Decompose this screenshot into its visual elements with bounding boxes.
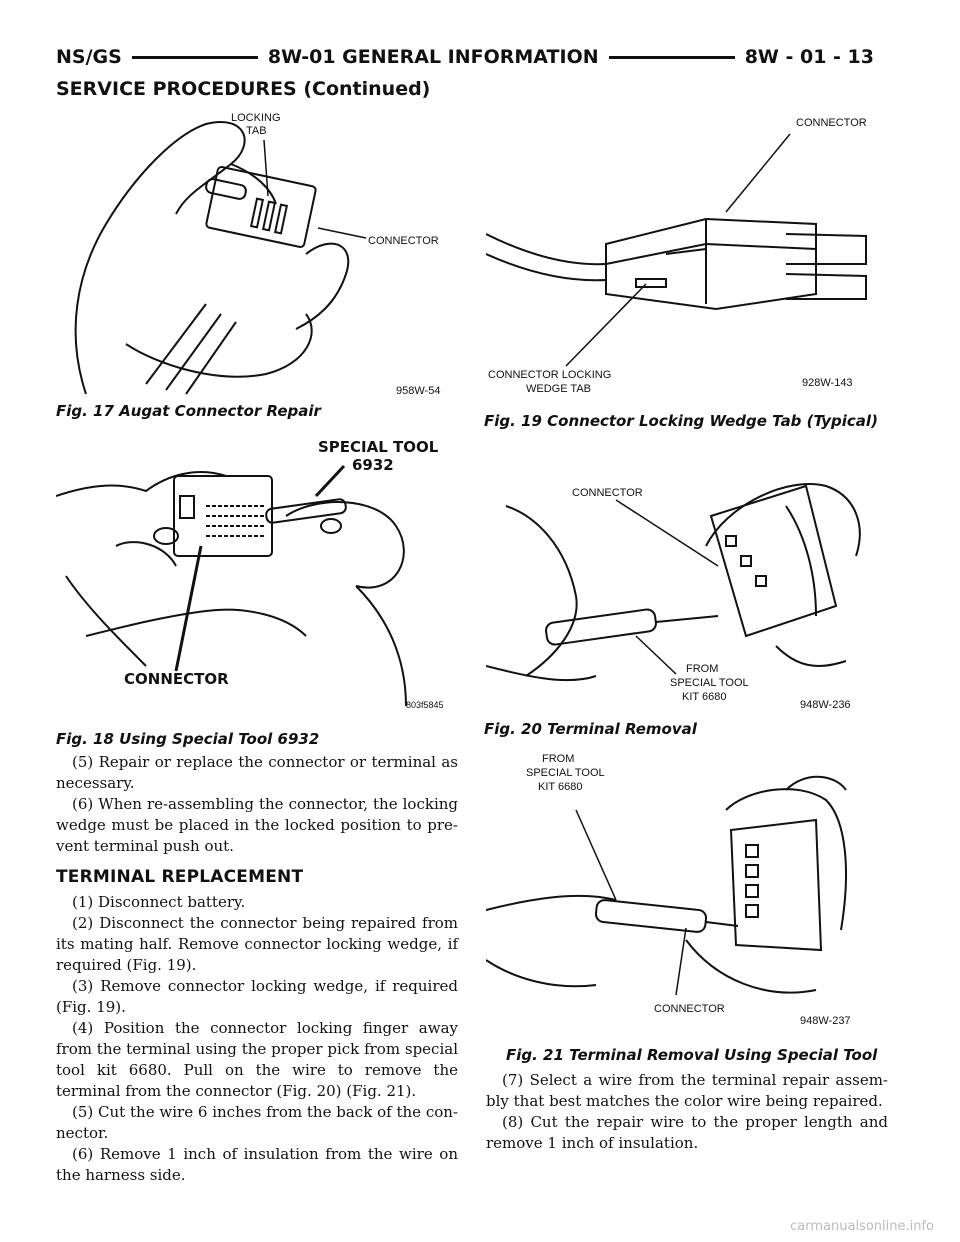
connector-leader (676, 928, 686, 995)
step-5: (5) Cut the wire 6 inches from the back of the con- nector. (56, 1103, 458, 1142)
tool-leader (576, 810, 616, 900)
paragraph-step-6-reassemble: (6) When re-assembling the connector, the locking wedge must be placed in the locked position to pre- vent terminal push out. (56, 795, 458, 855)
wedge-tab-leader (566, 284, 646, 366)
step-7: (7) Select a wire from the terminal repair assem- bly that best matches the color wire being repaired. (486, 1071, 888, 1110)
page-header (56, 44, 874, 70)
figure-20-caption: Fig. 20 Terminal Removal (484, 720, 697, 738)
figure-19-illustration (486, 104, 886, 396)
figure-20-illustration (486, 446, 886, 712)
connector-leader (616, 500, 718, 566)
label-tool-number: 6932 (352, 456, 394, 474)
figure-code: 948W-237 (800, 1015, 851, 1027)
special-tool-arrow (316, 466, 344, 496)
figure-code: 948W-236 (800, 699, 851, 711)
label-special-tool: SPECIAL TOOL (318, 438, 439, 456)
label-connector: CONNECTOR (796, 117, 867, 129)
figure-19-connector-locking-wedge-tab (486, 104, 886, 396)
label-connector: CONNECTOR (368, 235, 439, 247)
label-from: FROM (542, 753, 575, 765)
connector-leader (726, 134, 790, 212)
label-tab: TAB (246, 125, 267, 137)
label-connector: CONNECTOR (124, 670, 229, 688)
tool-leader (636, 636, 676, 674)
figure-17-illustration (56, 104, 456, 400)
figure-17-caption: Fig. 17 Augat Connector Repair (56, 402, 321, 420)
figure-code: 803f5845 (406, 700, 444, 710)
label-special-tool: SPECIAL TOOL (526, 767, 605, 779)
figure-18-illustration (56, 436, 456, 726)
step-8: (8) Cut the repair wire to the proper length and remove 1 inch of insulation. (486, 1113, 888, 1152)
label-connector: CONNECTOR (654, 1003, 725, 1015)
figure-code: 928W-143 (802, 377, 853, 389)
label-wedge-tab: WEDGE TAB (526, 383, 591, 395)
figure-code: 958W-54 (396, 385, 441, 397)
connector-leader (318, 228, 366, 238)
paragraph-step-5-repair: (5) Repair or replace the connector or terminal as necessary. (56, 753, 458, 792)
label-kit: KIT 6680 (682, 691, 727, 703)
header-rule-left (132, 56, 258, 59)
figure-21-illustration (486, 750, 886, 1040)
step-3: (3) Remove connector locking wedge, if required (Fig. 19). (56, 977, 458, 1016)
heading-terminal-replacement: TERMINAL REPLACEMENT (56, 867, 304, 887)
label-locking: LOCKING (231, 112, 281, 124)
label-from: FROM (686, 663, 719, 675)
step-2: (2) Disconnect the connector being repaired from its mating half. Remove connector locking wedge, if required (Fig. 19). (56, 914, 458, 974)
figure-20-terminal-removal (486, 446, 886, 712)
header-rule-right (609, 56, 735, 59)
watermark: carmanualsonline.info (790, 1219, 934, 1234)
step-6: (6) Remove 1 inch of insulation from the wire on the harness side. (56, 1145, 458, 1184)
step-4: (4) Position the connector locking finger away from the terminal using the proper pick from special tool kit 6680. Pull on the wire to remove the terminal from the connector (Fig. 20) (Fig. 21). (56, 1019, 458, 1100)
header-page-number: 8W - 01 - 13 (744, 46, 874, 68)
left-column-text (56, 752, 458, 1186)
label-kit: KIT 6680 (538, 781, 583, 793)
right-column-text (486, 1070, 888, 1154)
figure-21-caption: Fig. 21 Terminal Removal Using Special Tool (506, 1046, 878, 1064)
label-connector: CONNECTOR (572, 487, 643, 499)
section-title: SERVICE PROCEDURES (Continued) (56, 78, 431, 100)
step-1: (1) Disconnect battery. (72, 893, 246, 911)
connector-arrow (176, 546, 201, 671)
figure-18-using-special-tool (56, 436, 456, 726)
label-connector-locking: CONNECTOR LOCKING (488, 369, 612, 381)
label-special-tool: SPECIAL TOOL (670, 677, 749, 689)
figure-19-caption: Fig. 19 Connector Locking Wedge Tab (Typical) (484, 412, 878, 430)
figure-21-terminal-removal-special-tool (486, 750, 886, 1040)
header-section: 8W-01 GENERAL INFORMATION (267, 46, 599, 68)
header-model: NS/GS (56, 46, 122, 68)
figure-18-caption: Fig. 18 Using Special Tool 6932 (56, 730, 320, 748)
figure-17-augat-connector-repair (56, 104, 456, 400)
